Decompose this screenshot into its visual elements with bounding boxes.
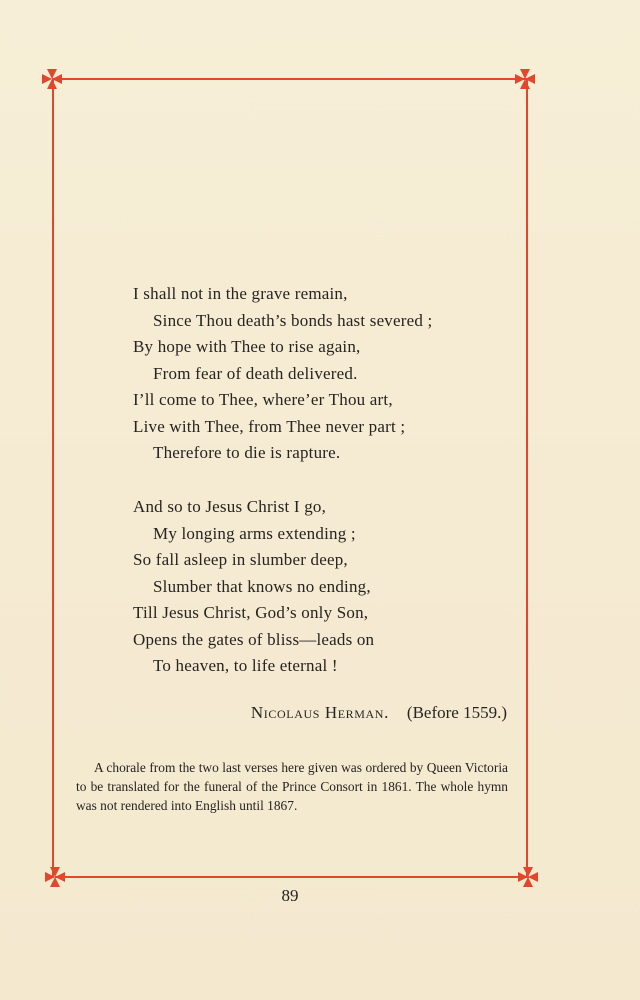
border-left-rule	[52, 78, 54, 878]
border-bottom-rule	[55, 876, 529, 878]
border-top-rule	[52, 78, 526, 80]
page-number: 89	[281, 886, 299, 905]
author-name: Nicolaus Herman.	[250, 703, 389, 722]
poem-line: To heaven, to life eternal !	[153, 656, 338, 675]
poem-line: Live with Thee, from Thee never part ;	[133, 416, 406, 436]
poem-line: By hope with Thee to rise again,	[133, 337, 361, 356]
cross-ornament-icon	[41, 68, 63, 90]
poem-line: From fear of death delivered.	[153, 363, 358, 383]
poem-line: I shall not in the grave remain,	[133, 284, 348, 303]
poem-line: Opens the gates of bliss—leads on	[133, 629, 375, 649]
attribution	[251, 700, 507, 726]
poem-line: I’ll come to Thee, where’er Thou art,	[133, 390, 393, 409]
poem-line: Till Jesus Christ, God’s only Son,	[133, 603, 369, 622]
poem-line: Since Thou death’s bonds hast severed ;	[153, 310, 433, 330]
cross-ornament-icon	[514, 68, 536, 90]
attribution-date: (Before 1559.)	[406, 703, 507, 722]
poem-line: My longing arms extending ;	[153, 523, 356, 543]
poem-line: Therefore to die is rapture.	[153, 443, 341, 462]
border-right-rule	[526, 78, 528, 878]
poem-stanza-2	[133, 494, 513, 680]
poem-line: And so to Jesus Christ I go,	[133, 497, 327, 516]
poem-line: Slumber that knows no ending,	[153, 576, 371, 596]
poem-stanza-1	[133, 281, 513, 467]
footnote: A chorale from the two last verses here given was ordered by Queen Victoria to be translated for the funeral of the Prince Consort in 1861. The whole hymn was not rendered into English until 1867.	[76, 760, 508, 813]
poem-line: So fall asleep in slumber deep,	[133, 550, 348, 569]
